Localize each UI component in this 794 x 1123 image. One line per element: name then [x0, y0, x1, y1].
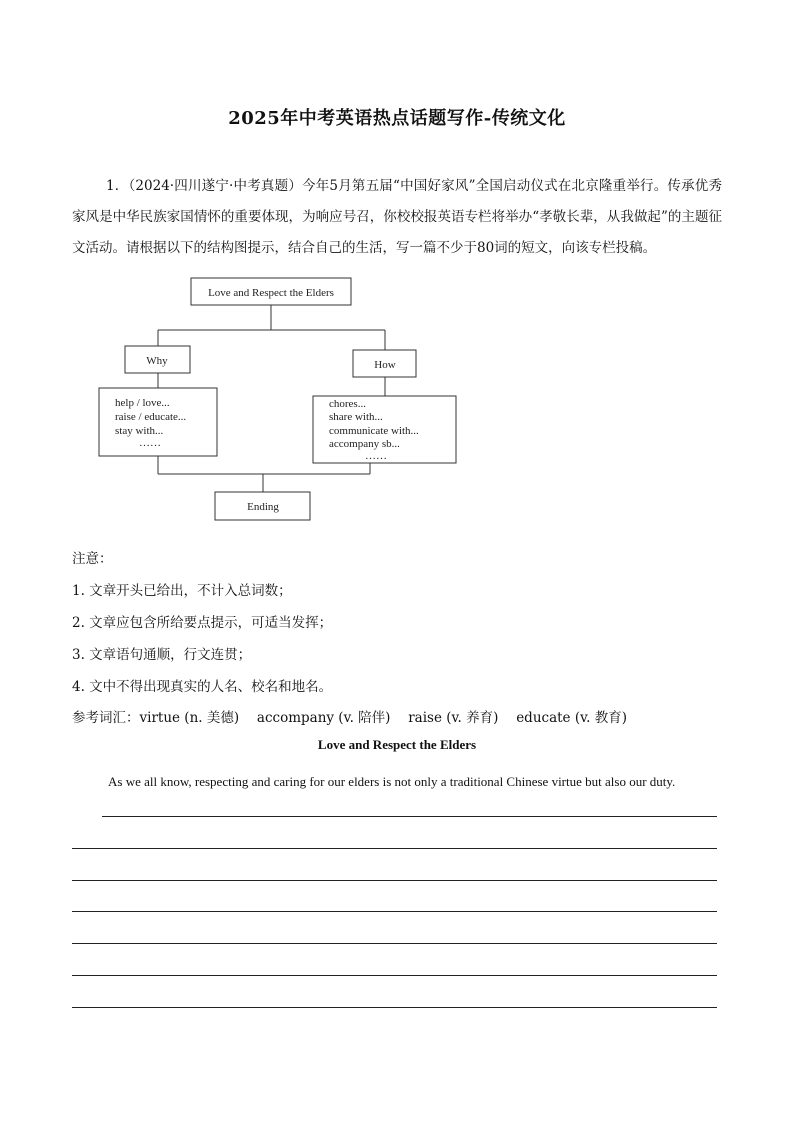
- note-item: 3. 文章语句通顺，行文连贯；: [72, 647, 252, 663]
- writing-line[interactable]: [72, 975, 717, 976]
- page-title: 2025年中考英语热点话题写作-传统文化: [228, 108, 566, 129]
- note-item: 1. 文章开头已给出，不计入总词数；: [72, 583, 292, 599]
- how-item: communicate with...: [329, 425, 419, 437]
- writing-line[interactable]: [72, 880, 717, 881]
- how-item: accompany sb...: [329, 438, 400, 450]
- root-label: Love and Respect the Elders: [208, 287, 334, 299]
- why-item: stay with...: [115, 425, 164, 437]
- note-item: 4. 文中不得出现真实的人名、校名和地名。: [72, 679, 333, 695]
- how-item: chores...: [329, 398, 366, 410]
- why-item: help / love...: [115, 397, 170, 409]
- how-item: share with...: [329, 411, 383, 423]
- question-text: 1．（2024·四川遂宁·中考真题）今年5月第五届“中国好家风”全国启动仪式在北京隆重举行。传承优秀家风是中华民族家国情怀的重要体现，为响应号召，你校校报英语专栏将举办“孝敬长辈，从我做起”的主题征文活动。请根据以下的结构图提示，结合自己的生活，写一篇不少于80词的短文，向该专栏投稿。: [72, 178, 722, 256]
- writing-line[interactable]: [72, 911, 717, 912]
- writing-line[interactable]: [72, 848, 717, 849]
- why-item: raise / educate...: [115, 411, 187, 423]
- ending-label: Ending: [247, 501, 279, 513]
- structure-diagram: [95, 272, 465, 528]
- vocab-reference: 参考词汇：virtue (n. 美德) accompany (v. 陪伴) raise (v. 养育) educate (v. 教育): [72, 710, 627, 726]
- writing-line[interactable]: [102, 816, 717, 817]
- why-label: Why: [146, 355, 168, 367]
- writing-line[interactable]: [72, 943, 717, 944]
- essay-opening: As we all know, respecting and caring for our elders is not only a traditional Chinese virtue but also our duty.: [108, 774, 676, 789]
- how-item: ……: [365, 450, 387, 462]
- why-item: ……: [139, 437, 161, 449]
- note-item: 2. 文章应包含所给要点提示，可适当发挥；: [72, 615, 333, 631]
- notes-heading: 注意：: [72, 551, 113, 567]
- how-label: How: [374, 359, 396, 371]
- essay-title: Love and Respect the Elders: [317, 737, 477, 752]
- writing-line[interactable]: [72, 1007, 717, 1008]
